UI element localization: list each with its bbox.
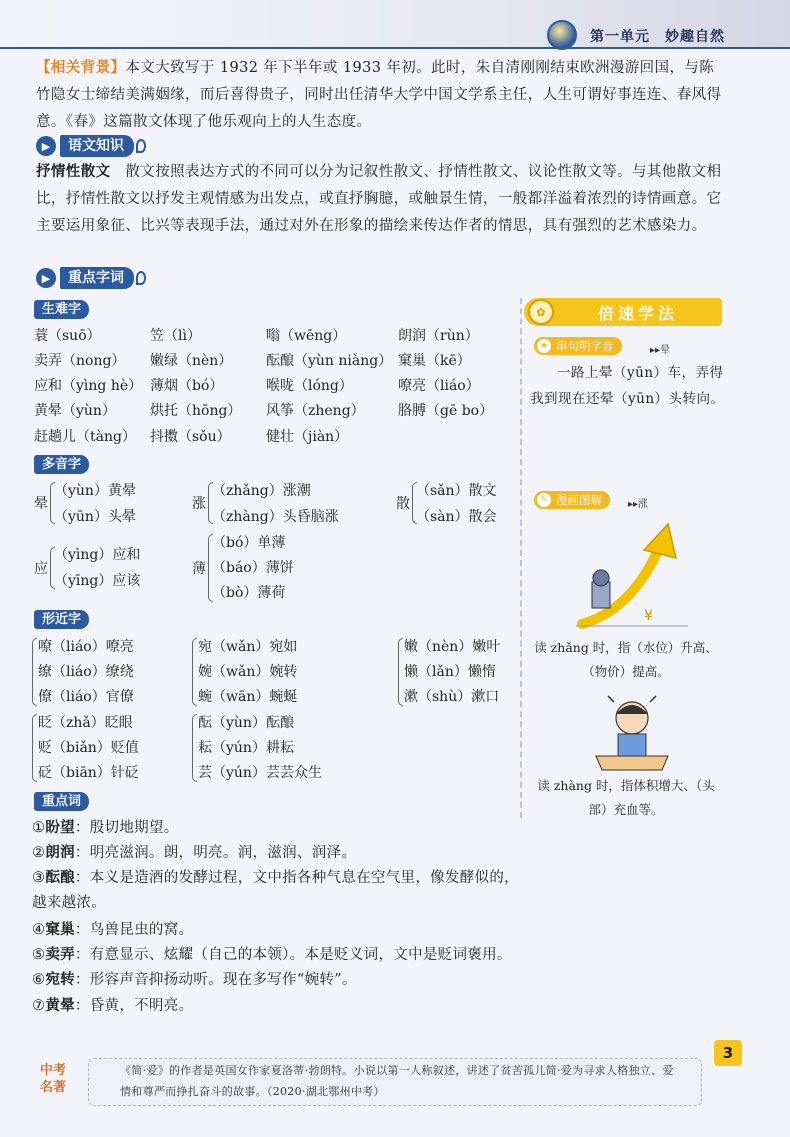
similar-char-line: 耘（yún）耕耘: [198, 740, 294, 756]
polyphone-line: （bò）薄荷: [212, 585, 286, 601]
brace-icon: [192, 714, 197, 782]
label-zhongdianci: 重点词: [34, 792, 89, 811]
key-word-item: ①盼望：殷切地期望。: [32, 820, 179, 836]
similar-char-line: 嘹（liáo）嘹亮: [38, 639, 134, 655]
word-item: 嫩绿（nèn）: [150, 353, 233, 369]
polyphone-line: （bó）单薄: [212, 535, 286, 551]
polyphone-line: （yīng）应该: [54, 573, 141, 589]
similar-char-line: 贬（biǎn）贬值: [38, 740, 139, 756]
shirt-icon: [618, 734, 646, 756]
page-header: [0, 0, 790, 52]
similar-char-line: 芸（yún）芸芸众生: [198, 765, 322, 781]
word-item: 应和（yìng hè）: [34, 378, 143, 394]
word-item: 嗡（wēng）: [266, 328, 347, 344]
polyphone-char: 晕: [34, 496, 48, 512]
similar-char-line: 蜿（wān）蜿蜒: [198, 689, 298, 705]
similar-char-line: 酝（yùn）酝酿: [198, 715, 294, 731]
word-item: 朗润（rùn）: [398, 328, 479, 344]
similar-char-line: 嫩（nèn）嫩叶: [404, 639, 501, 655]
polyphone-char: 薄: [192, 561, 206, 577]
desk-icon: [596, 756, 668, 770]
yuan-sign-icon: ¥: [644, 608, 653, 624]
word-item: 酝酿（yùn niàng）: [266, 353, 393, 369]
polyphone-line: （sǎn）散文: [416, 483, 497, 499]
word-item: 卖弄（nong）: [34, 353, 126, 369]
page-number: 3: [714, 1040, 742, 1066]
side-note: ▸▸晕: [650, 345, 671, 356]
rising-arrow-illustration: [572, 520, 692, 632]
similar-char-line: 宛（wǎn）宛如: [198, 639, 298, 655]
section-title: 语文知识: [60, 135, 134, 157]
key-word-item: ⑤卖弄：有意显示、炫耀（自己的本领）。本是贬义词，文中是贬词褒用。: [32, 947, 512, 963]
word-item: 薄烟（bó）: [150, 378, 224, 394]
headache-illustration: [592, 692, 672, 774]
brace-icon: [32, 714, 37, 782]
gear-icon: ✿: [528, 299, 554, 325]
play-icon: ▶: [36, 136, 56, 156]
illustration-caption: 读 zhàng 时，指体积增大、（头部）充血等。: [537, 778, 715, 817]
footer-text: 《简·爱》的作者是英国女作家夏洛蒂·勃朗特。小说以第一人称叙述，讲述了贫苦孤儿简·爱为寻求人格独立、爱情和尊严而挣扎奋斗的故事。（2020·湖北鄂州中考）: [120, 1064, 674, 1098]
background-text: 本文大致写于 1932 年下半年或 1933 年初。此时，朱自清刚刚结束欧洲漫游回国，与陈竹隐女士缔结美满姻缘，而后喜得贵子，同时出任清华大学中国文学系主任，人生可谓好事连连、春风得意。《春》这篇散文体现了他乐观向上的人生态度。: [36, 60, 722, 130]
word-item: 蓑（suō）: [34, 328, 101, 344]
section-title: 重点字词: [60, 267, 134, 289]
word-item: 嘹亮（liáo）: [398, 378, 480, 394]
pin-icon: [136, 139, 146, 153]
polyphone-char: 应: [34, 561, 48, 577]
similar-char-line: 缭（liáo）缭绕: [38, 664, 134, 680]
word-item: 赶趟儿（tàng）: [34, 429, 136, 445]
footer-label: 中考名著: [40, 1063, 67, 1095]
background-tag: 【相关背景】: [36, 59, 126, 76]
similar-char-line: 僚（liáo）官僚: [38, 689, 134, 705]
polyphone-line: （yìng）应和: [54, 547, 141, 563]
key-word-item: ③酝酿：本义是造酒的发酵过程，文中指各种气息在空气里，像发酵似的，越来越浓。: [32, 870, 519, 911]
illustration-caption: 读 zhǎng 时，指（水位）升高、（物价）提高。: [534, 640, 718, 679]
similar-char-line: 懒（lǎn）懒惰: [404, 664, 496, 680]
knowledge-text: 散文按照表达方式的不同可以分为记叙性散文、抒情性散文、议论性散文等。与其他散文相比，抒情性散文以抒发主观情感为出发点，或直抒胸臆，或触景生情，一般都洋溢着浓烈的诗情画意。它主要运用象征、比兴等表现手法，通过对外在形象的描绘来传达作者的情思，具有强烈的艺术感染力。: [36, 164, 722, 234]
key-word-item: ⑦黄晕：昏黄，不明亮。: [32, 998, 194, 1014]
key-word-item: ⑥宛转：形容声音抑扬动听。现在多写作“婉转”。: [32, 972, 357, 988]
unit-badge-icon: [547, 20, 577, 50]
side-tab-chuanju: ★ 串句明字音: [534, 337, 622, 355]
pin-icon: [136, 271, 146, 285]
tab-icon: ★: [537, 339, 551, 353]
similar-char-line: 眨（zhǎ）眨眼: [38, 715, 133, 731]
side-note: ▸▸涨: [628, 499, 649, 510]
side-tab-manhua: ✎ 漫画图解: [534, 491, 610, 509]
word-item: 黄晕（yùn）: [34, 403, 116, 419]
word-item: 风筝（zheng）: [266, 403, 365, 419]
side-banner-beisuxuefa: ✿ 倍速学法: [524, 298, 722, 326]
word-item: 笠（lì）: [150, 328, 201, 344]
similar-char-line: 漱（shù）漱口: [404, 689, 500, 705]
brace-icon: [192, 638, 197, 706]
tab-icon: ✎: [537, 493, 551, 507]
background-paragraph: [36, 54, 724, 136]
polyphone-line: （zhàng）头昏脑涨: [212, 509, 339, 525]
arrow-head: [644, 524, 676, 558]
polyphone-line: （zhǎng）涨潮: [212, 483, 311, 499]
label-shengnanzi: 生难字: [34, 300, 89, 319]
section-yuwen-zhishi: [36, 135, 146, 157]
knowledge-paragraph: [36, 159, 724, 240]
polyphone-line: （báo）薄饼: [212, 560, 294, 576]
polyphone-line: （yùn）黄晕: [54, 483, 136, 499]
polyphone-line: （sàn）散会: [416, 509, 497, 525]
word-item: 窠巢（kē）: [398, 353, 471, 369]
play-icon: ▶: [36, 268, 56, 288]
side-example-text: 一路上晕（yūn）车，弄得我到现在还晕（yūn）头转向。: [530, 365, 725, 407]
section-zhongdian-zici: [36, 267, 146, 289]
unit-title: 第一单元 妙趣自然: [590, 29, 725, 45]
word-item: 烘托（hōng）: [150, 403, 242, 419]
polyphone-line: （yūn）头晕: [54, 509, 136, 525]
key-word-item: ④窠巢：鸟兽昆虫的窝。: [32, 922, 194, 938]
key-word-item: ②朗润：明亮滋润。朗，明亮。润，滋润、润泽。: [32, 845, 357, 861]
word-item: 健壮（jiàn）: [266, 429, 349, 445]
brace-icon: [398, 638, 403, 706]
label-duoyinzi: 多音字: [34, 455, 89, 474]
word-item: 抖擞（sǒu）: [150, 429, 231, 445]
polyphone-char: 散: [396, 496, 410, 512]
word-item: 胳膊（gē bo）: [398, 403, 494, 419]
polyphone-char: 涨: [192, 496, 206, 512]
similar-char-line: 砭（biān）针砭: [38, 765, 139, 781]
word-item: 喉咙（lóng）: [266, 378, 353, 394]
brace-icon: [32, 638, 37, 706]
page-footer: [0, 1040, 790, 1137]
knowledge-term: 抒情性散文: [36, 164, 111, 180]
similar-char-line: 婉（wǎn）婉转: [198, 664, 298, 680]
label-xingjinzi: 形近字: [34, 610, 89, 629]
